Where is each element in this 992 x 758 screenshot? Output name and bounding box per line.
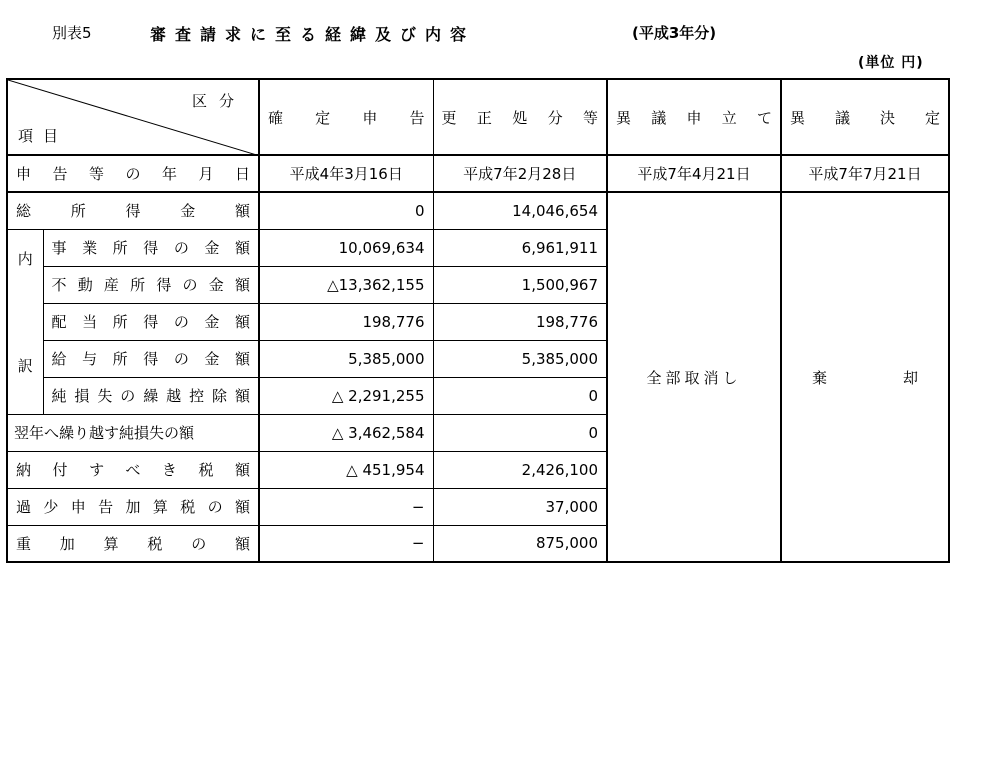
row-label: 重加算税の額 (7, 525, 259, 562)
value-cell: △13,362,155 (259, 266, 433, 303)
row-label: 総所得金額 (7, 192, 259, 229)
corner-top-label: 区分 (191, 92, 246, 110)
date-cell: 平成7年2月28日 (433, 155, 607, 192)
value-cell: 198,776 (433, 303, 607, 340)
column-header-igi-kettei: 異議決定 (781, 79, 949, 155)
row-label: 納付すべき税額 (7, 451, 259, 488)
breakdown-side-top: 内 (17, 249, 33, 268)
column-header-igi-moushitate: 異議申立て (607, 79, 781, 155)
row-label: 配当所得の金額 (43, 303, 259, 340)
value-cell: △ 3,462,584 (259, 414, 433, 451)
document-subtitle: (平成3年分) (632, 24, 717, 42)
value-cell: 2,426,100 (433, 451, 607, 488)
breakdown-side-bottom: 訳 (17, 356, 33, 375)
value-cell: 5,385,000 (259, 340, 433, 377)
review-history-table (6, 78, 950, 563)
value-cell: 37,000 (433, 488, 607, 525)
value-cell: 0 (259, 192, 433, 229)
row-label: 申告等の年月日 (7, 155, 259, 192)
date-cell: 平成7年4月21日 (607, 155, 781, 192)
value-cell: − (259, 525, 433, 562)
column-header-kakutei: 確定申告 (259, 79, 433, 155)
value-cell: 198,776 (259, 303, 433, 340)
table-row (7, 192, 949, 229)
unit-label: (単位 円) (858, 55, 924, 71)
column-header-kosei: 更正処分等 (433, 79, 607, 155)
value-cell: 1,500,967 (433, 266, 607, 303)
row-label: 事業所得の金額 (43, 229, 259, 266)
objection-result-cell: 全部取消し (607, 192, 781, 562)
value-cell: 14,046,654 (433, 192, 607, 229)
value-cell: 875,000 (433, 525, 607, 562)
value-cell: 6,961,911 (433, 229, 607, 266)
value-cell: 5,385,000 (433, 340, 607, 377)
decision-result-char: 却 (902, 368, 922, 387)
row-label: 純損失の繰越控除額 (43, 377, 259, 414)
value-cell: 0 (433, 377, 607, 414)
date-row (7, 155, 949, 192)
document-title: 審査請求に至る経緯及び内容 (150, 25, 476, 44)
value-cell: △ 2,291,255 (259, 377, 433, 414)
decision-result-cell (781, 192, 949, 562)
date-cell: 平成4年3月16日 (259, 155, 433, 192)
value-cell: − (259, 488, 433, 525)
table-number-label: 別表5 (52, 24, 92, 42)
breakdown-side-label (7, 229, 43, 414)
corner-bottom-label: 項目 (18, 127, 69, 145)
header-row (7, 79, 949, 155)
date-cell: 平成7年7月21日 (781, 155, 949, 192)
decision-result-char: 棄 (812, 368, 832, 387)
value-cell: 0 (433, 414, 607, 451)
row-label: 給与所得の金額 (43, 340, 259, 377)
row-label: 翌年へ繰り越す純損失の額 (7, 414, 259, 451)
corner-cell (7, 79, 259, 155)
value-cell: 10,069,634 (259, 229, 433, 266)
value-cell: △ 451,954 (259, 451, 433, 488)
row-label: 不動産所得の金額 (43, 266, 259, 303)
row-label: 過少申告加算税の額 (7, 488, 259, 525)
